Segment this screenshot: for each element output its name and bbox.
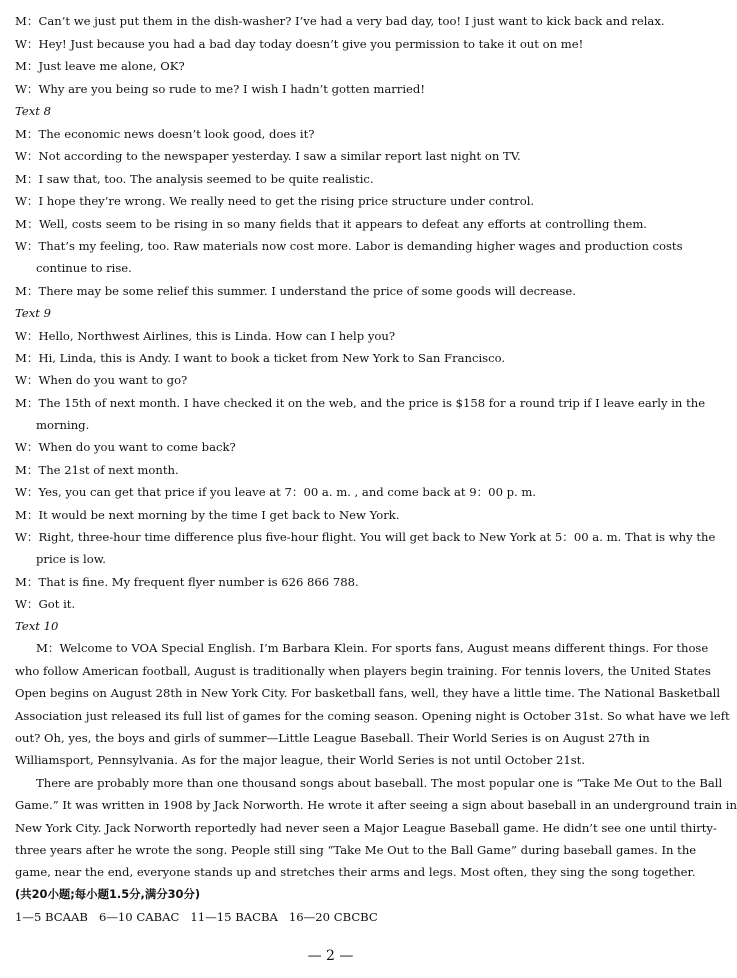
paragraph-line: New York City. Jack Norworth reportedly had never seen a Major League Baseball game. He didn’t see one until thirty- (15, 821, 717, 835)
dialogue-line: W：Hello, Northwest Airlines, this is Linda. How can I help you? (15, 329, 396, 343)
page-number: — 2 — (307, 948, 354, 964)
dialogue-line: M：Just leave me alone, OK? (15, 59, 185, 73)
dialogue-line: W：Got it. (15, 597, 76, 611)
paragraph-line: three years after he wrote the song. People still sing “Take Me Out to the Ball Game” during baseball games. In the (15, 843, 697, 857)
paragraph-line: game, near the end, everyone stands up and stretches their arms and legs. Most often, they sing the song together. (15, 865, 696, 879)
dialogue-line: M：The 15th of next month. I have checked it on the web, and the price is $158 for a round trip if I leave early in the (15, 396, 706, 410)
paragraph-line: Williamsport, Pennsylvania. As for the major league, their World Series is not until October 21st. (15, 753, 586, 767)
dialogue-line: W：Yes, you can get that price if you leave at 7：00 a. m. , and come back at 9：00 p. m. (15, 485, 537, 499)
dialogue-line: M：Can’t we just put them in the dish-washer? I’ve had a very bad day, too! I just want to kick back and relax. (15, 14, 665, 28)
dialogue-line: M：Hi, Linda, this is Andy. I want to book a ticket from New York to San Francisco. (15, 351, 506, 365)
dialogue-line: W：Not according to the newspaper yesterday. I saw a similar report last night on TV. (15, 149, 521, 163)
dialogue-line: W：That’s my feeling, too. Raw materials now cost more. Labor is demanding higher wages and production costs (15, 239, 683, 253)
dialogue-line: M：Well, costs seem to be rising in so many fields that it appears to defeat any efforts at controlling them. (15, 217, 647, 231)
paragraph-line: There are probably more than one thousand songs about baseball. The most popular one is “Take Me Out to the Ball (36, 776, 723, 790)
dialogue-line: M：It would be next morning by the time I get back to New York. (15, 508, 400, 522)
dialogue-line: M：There may be some relief this summer. I understand the price of some goods will decrease. (15, 284, 576, 298)
dialogue-line-continuation: continue to rise. (36, 261, 132, 275)
section-heading-text-8: Text 8 (15, 104, 51, 118)
dialogue-line: W：Hey! Just because you had a bad day today doesn’t give you permission to take it out on me! (15, 37, 584, 51)
paragraph-line: out? Oh, yes, the boys and girls of summer—Little League Baseball. Their World Series is on August 27th in (15, 731, 650, 745)
paragraph-line: M：Welcome to VOA Special English. I’m Barbara Klein. For sports fans, August means different things. For those (36, 641, 709, 655)
section-heading-text-10: Text 10 (15, 619, 59, 633)
section-heading-text-9: Text 9 (15, 306, 51, 320)
paragraph-line: Association just released its full list of games for the coming season. Opening night is October 31st. So what have we left (15, 709, 730, 723)
dialogue-line: M：The economic news doesn’t look good, does it? (15, 127, 315, 141)
dialogue-line: W：When do you want to go? (15, 373, 188, 387)
dialogue-line: M：The 21st of next month. (15, 463, 179, 477)
dialogue-line: W：Right, three-hour time difference plus five-hour flight. You will get back to New York at 5：00 a. m. That is why the (15, 530, 716, 544)
scoring-note: (共20小题;每小题1.5分,满分30分) (15, 887, 201, 901)
dialogue-line: W：I hope they’re wrong. We really need to get the rising price structure under control. (15, 194, 535, 208)
dialogue-line-continuation: price is low. (36, 552, 106, 566)
paragraph-line: Game.” It was written in 1908 by Jack Norworth. He wrote it after seeing a sign about baseball in an underground train in (15, 798, 737, 812)
dialogue-line-continuation: morning. (36, 418, 90, 432)
dialogue-line: M：I saw that, too. The analysis seemed to be quite realistic. (15, 172, 374, 186)
dialogue-line: W：When do you want to come back? (15, 440, 236, 454)
dialogue-line: W：Why are you being so rude to me? I wish I hadn’t gotten married! (15, 82, 425, 96)
paragraph-line: who follow American football, August is traditionally when players begin training. For tennis lovers, the United States (15, 664, 711, 678)
dialogue-line: M：That is fine. My frequent flyer number is 626 866 788. (15, 575, 359, 589)
paragraph-line: Open begins on August 28th in New York City. For basketball fans, well, they have a little time. The National Basketball (15, 686, 721, 700)
answer-key: 1—5 BCAAB 6—10 CABAC 11—15 BACBA 16—20 CBCBC (15, 910, 378, 924)
